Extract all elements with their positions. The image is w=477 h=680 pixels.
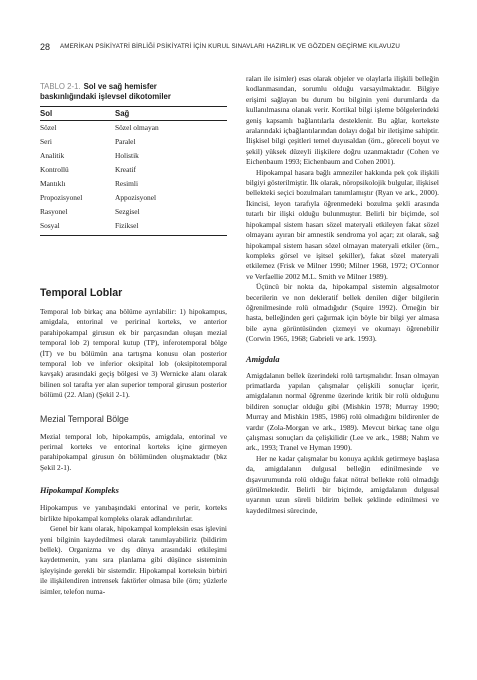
table-header-row — [40, 107, 227, 121]
table-row — [40, 177, 227, 191]
cell-right: Resimli — [115, 179, 138, 188]
table-row — [40, 191, 227, 205]
subsection-heading-hipokampal: Hipokampal Kompleks — [40, 486, 119, 496]
dichotomy-table — [40, 106, 227, 236]
cell-right: Kreatif — [115, 165, 136, 174]
cell-right: Sözel olmayan — [115, 123, 159, 132]
paragraph-amigdala-2: Her ne kadar çalışmalar bu konuya açıklık getirmeye başlasa da, amigdalanın dulgusal belleğin edinilmesinde ve dışavurumunda rolü olduğu fakat nötral bellekte rolü olmadığı görülmektedir. Belirli bir biçimde, amigdalanın dulgusal uyarının uzun süreli bildirim bellek şeklinde edinilmesi ve kaydedilmesi sürecinde, — [246, 453, 439, 515]
table-title-line1: Sol ve sağ hemisfer — [83, 82, 157, 91]
cell-left: Seri — [40, 137, 52, 146]
table-title-line2: baskınlığındaki işlevsel dikotomiler — [40, 92, 171, 101]
cell-right: Holistik — [115, 151, 139, 160]
right-column — [246, 74, 439, 516]
paragraph-right-3: Üçüncü bir nokta da, hipokampal sistemin algısalmotor becerilerin ve non dekleratif bellek denilen diğer bilgilerin öğrenilmesinde rolü olmadığıdır (Squire 1992). Örneğin bir hasta, belleğinden geri çağırmak için böyle bir bilgi yer almasa bile ayna görüntüsünden çizmeyi ve okumayı öğrenebilir (Corwin 1965, 1968; Gabrieli ve ark. 1993). — [246, 282, 439, 344]
table-row — [40, 135, 227, 149]
cell-left: Sosyal — [40, 221, 60, 230]
table-row — [40, 219, 227, 233]
col-header-left: Sol — [40, 109, 53, 118]
paragraph-hipokampal-2: Genel bir kanı olarak, hipokampal kompleksin esas işlevini yeni bilginin kaydedilmesi olarak tanımlayabiliriz (bildirim bellek). Organizma ve dış dünya arasındaki etkileşimi kaydetmenin, yanı sıra planlama gibi düşünce sisteminin işleyişinde gerekli bir sistemdir. Hipokampal korteksin birbiri ile ilişkilendiren intrensek faktörler olmasa bile (örn; yüzlerle isimler, telefon numa- — [40, 524, 227, 596]
left-column — [40, 80, 227, 597]
cell-left: Rasyonel — [40, 207, 68, 216]
cell-left: Sözel — [40, 123, 57, 132]
cell-left: Propozisyonel — [40, 193, 83, 202]
table-row — [40, 163, 227, 177]
table-caption — [40, 82, 227, 102]
page-header — [40, 42, 440, 54]
cell-right: Sezgisel — [115, 207, 140, 216]
subsection-heading-amigdala: Amigdala — [246, 354, 280, 364]
table-label: TABLO 2-1. — [40, 82, 81, 91]
cell-right: Appozisyonel — [115, 193, 157, 202]
cell-left: Analitik — [40, 151, 65, 160]
table-row — [40, 205, 227, 219]
running-title: AMERİKAN PSİKİYATRİ BİRLİĞİ PSİKİYATRİ İÇİN KURUL SINAVLARI HAZIRLIK VE GÖZDEN GEÇİRME KILAVUZU — [60, 43, 400, 50]
col-header-right: Sağ — [115, 109, 130, 118]
paragraph-hipokampal-1: Hipokampus ve yanıbaşındaki entorinal ve perir, korteks birlikte hipokampal kompleks olarak adlandırılırlar. — [40, 503, 227, 523]
paragraph-amigdala-1: Amigdalanın bellek üzerindeki rolü tartışmalıdır. İnsan olmayan primatlarda yapılan çalışmalar çelişkili sonuçlar içerir, amigdalanın normal öğrenme üzerinde kritik bir rolü olduğunu bildiren sonuçlar olduğu gibi (Mishkin 1978; Murray 1990; Murray and Mishkin 1985, 1986) rolü olmadığını bildirenler de vardır (Zola-Morgan ve ark., 1989). Mevcut birkaç tane olgu çalışması sonuçları da çelişkilidir (Lee ve ark., 1988; Nahm ve ark., 1993; Tranel ve Hyman 1990). — [246, 370, 439, 453]
cell-left: Kontrollü — [40, 165, 69, 174]
cell-left: Mantıklı — [40, 179, 66, 188]
paragraph-right-1: raları ile isimler) esas olarak objeler ve olaylarla ilişkili belleğin kodlanmasından, sorumlu olduğu varsayılmaktadır. Bilgiye erişimi sağlayan bu durum bu bilginin yeni durumlarda da kullanılmasına olanak verir. Kortikal bilgi işleme bölgelerindeki geniş kapsamlı bağlantılarla desteklenir. Bu ağlar, kortekste aralarındaki içbağlantılarından dolayı doğal bir iletişime sahiptir. İlişkisel bilgi çeşitleri temel duyusaldan (örn., göreceli boyut ve şekil) yüksek düzeyli ilişkilere doğru uzanmaktadır (Cohen ve Eichenbaum 1993; Eichenbaum and Cohen 2001). — [246, 74, 439, 167]
subsection-heading-mezial: Mezial Temporal Bölge — [40, 413, 129, 424]
table-row — [40, 149, 227, 163]
page-number: 28 — [40, 42, 51, 52]
cell-right: Fiziksel — [115, 221, 139, 230]
paragraph-temporal: Temporal lob birkaç ana bölüme ayrılabilir: 1) hipokampus, amigdala, entorinal ve peririnal korteks, ve anterior parahipokampal girusun ek bir parçasından oluşan mezial temporal lob 2) temporal kutup (TP), inferotemporal bölge (İT) ve bu bölümün ana tartışma konusu olan posterior temporal lob ve inferior oksipital lob (oksipitotemporal kavşak) arasındaki geçiş bölgesi ve 3) Wernicke alanı olarak bilinen sol tarafta yer alan superior temporal girusun posterior bölümü (22. Alan) (Şekil 2-1). — [40, 307, 227, 400]
table-row — [40, 121, 227, 135]
cell-right: Paralel — [115, 137, 136, 146]
paragraph-right-2: Hipokampal hasara bağlı amneziler hakkında pek çok ilişkili bilgiyi gösterilmiştir. İlk olarak, nöropsikolojik bulgular, ilişkisel bellekteki seçici bozulmaları tanımlamıştır (Ryan ve ark., 2000). İkincisi, leyon tarafıyla öğrenmedeki bozulma şekli arasında tutarlı bir ilişki olduğu bulunmuştur. Belirli bir biçimde, sol hipokampal sistem hasarı sözel materyali etkileyen fakat sözel olmayanı ayıran bir amnestik sendroma yol açar; zıt olarak, sağ hipokampal sistem hasarı sözel olmayan materyali etkiler (örn., kompleks görsel ve işitsel şekiller), fakat sözel materyali etkilemez (Frisk ve Milner 1990; Milner 1968, 1972; O'Connor ve Verfaellie 2002 M.L. Smith ve Milner 1989). — [246, 167, 439, 281]
section-heading-temporal: Temporal Loblar — [40, 287, 123, 299]
paragraph-mezial: Mezial temporal lob, hipokampüs, amigdala, entorinal ve perirnal korteks ve entorinal korteks içine girmeyen parahipokampal girusun ön bölümünden oluşmaktadır (bkz Şekil 2-1). — [40, 431, 227, 472]
